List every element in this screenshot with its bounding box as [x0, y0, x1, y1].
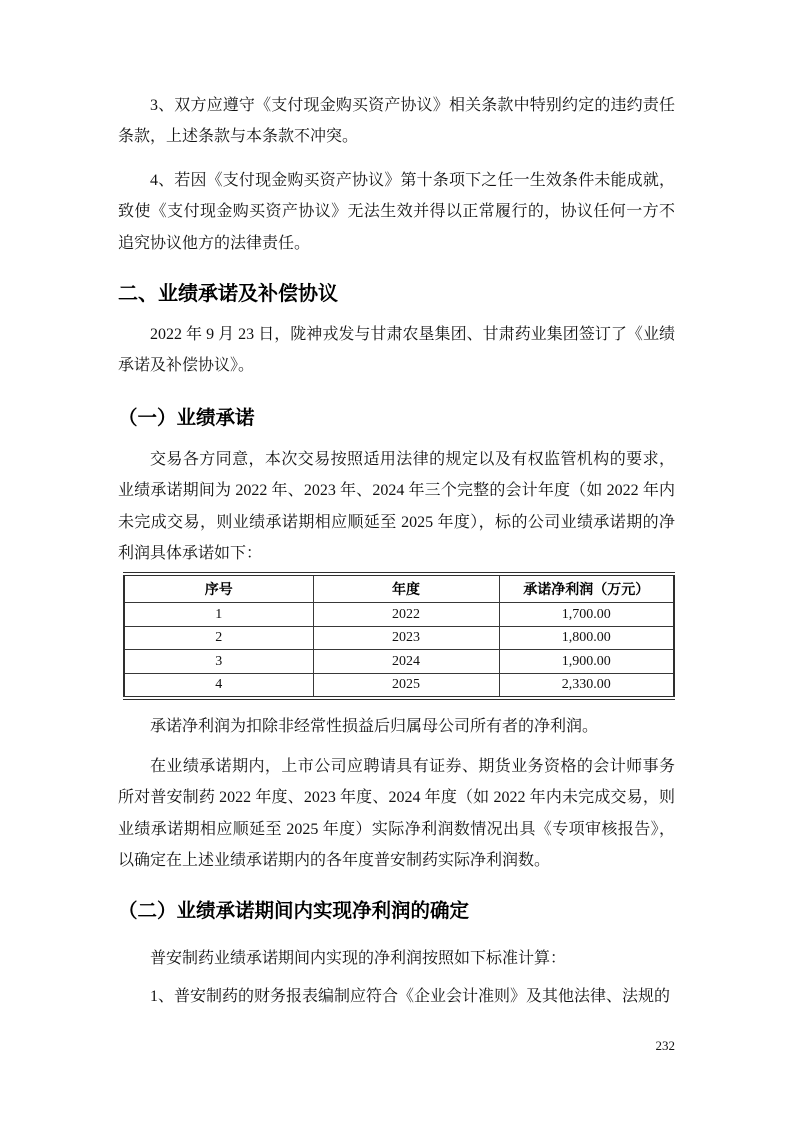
paragraph-effectiveness-condition: 4、若因《支付现金购买资产协议》第十条项下之任一生效条件未能成就，致使《支付现金购买资产协议》无法生效并得以正常履行的，协议任何一方不追究协议他方的法律责任。	[118, 171, 675, 252]
paragraph-agreement-signing: 2022 年 9 月 23 日，陇神戎发与甘肃农垦集团、甘肃药业集团签订了《业绩承诺及补偿协议》。	[118, 326, 675, 375]
paragraph-audit-requirement: 在业绩承诺期内，上市公司应聘请具有证券、期货业务资格的会计师事务所对普安制药 2022 年度、2023 年度、2024 年度（如 2022 年内未完成交易，则业绩承诺期相应顺延至 2025 年度）实际净利润数情况出具《专项审核报告》，以确定在上述业绩承诺期内的各年度普安制药实际净利润数。	[118, 757, 675, 870]
table-cell-profit: 1,800.00	[499, 626, 674, 650]
table-cell-serial: 2	[124, 626, 313, 650]
table-cell-year: 2022	[313, 603, 499, 627]
table-cell-profit: 1,700.00	[499, 603, 674, 627]
subsection-heading-performance-commitment: （一）业绩承诺	[118, 406, 255, 429]
table-cell-year: 2024	[313, 650, 499, 674]
table-cell-profit: 1,900.00	[499, 650, 674, 674]
table-header-serial: 序号	[124, 574, 313, 603]
page-number: 232	[655, 1038, 675, 1053]
paragraph-accounting-standards: 1、普安制药的财务报表编制应符合《企业会计准则》及其他法律、法规的	[150, 987, 671, 1005]
table-cell-serial: 1	[124, 603, 313, 627]
paragraph-breach-clause: 3、双方应遵守《支付现金购买资产协议》相关条款中特别约定的违约责任条款，上述条款与本条款不冲突。	[118, 97, 675, 146]
table-cell-year: 2023	[313, 626, 499, 650]
table-row	[124, 673, 674, 698]
profit-commitment-table	[123, 572, 675, 700]
paragraph-commitment-period: 交易各方同意，本次交易按照适用法律的规定以及有权监管机构的要求，业绩承诺期间为 2022 年、2023 年、2024 年三个完整的会计年度（如 2022 年内未完成交易，则业绩承诺期相应顺延至 2025 年度），标的公司业绩承诺期的净利润具体承诺如下：	[118, 450, 675, 563]
table-cell-profit: 2,330.00	[499, 673, 674, 698]
table-cell-serial: 4	[124, 673, 313, 698]
table-row	[124, 650, 674, 674]
paragraph-net-profit-definition: 承诺净利润为扣除非经常性损益后归属母公司所有者的净利润。	[150, 718, 599, 736]
table-header-row	[124, 574, 674, 603]
table-header-promised-net-profit: 承诺净利润（万元）	[499, 574, 674, 603]
table-cell-year: 2025	[313, 673, 499, 698]
table-row	[124, 626, 674, 650]
subsection-heading-profit-determination: （二）业绩承诺期间内实现净利润的确定	[118, 899, 470, 922]
table-header-year: 年度	[313, 574, 499, 603]
table-cell-serial: 3	[124, 650, 313, 674]
paragraph-calculation-standard: 普安制药业绩承诺期间内实现的净利润按照如下标准计算：	[150, 949, 567, 967]
section-heading-performance-commitment-agreement: 二、业绩承诺及补偿协议	[118, 283, 338, 306]
table-row	[124, 603, 674, 627]
